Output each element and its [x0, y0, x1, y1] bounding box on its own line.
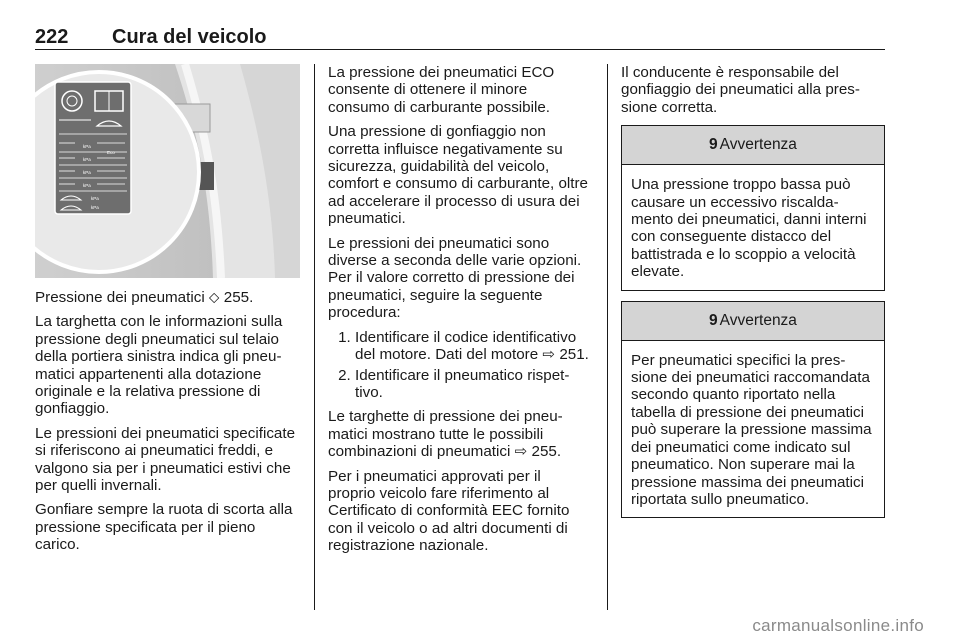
- warning-header: [622, 302, 884, 341]
- label-eco: Eco: [107, 150, 115, 155]
- page-title: Cura del veicolo: [112, 26, 267, 48]
- paragraph: Le targhette di pressione dei pneumatici mostrano tutte le possibili combinazioni di pneumatici ⇨ 255.: [328, 408, 563, 461]
- warning-title: Avvertenza: [719, 311, 797, 329]
- figure-caption: Pressione dei pneumatici ⬦ 255.: [35, 289, 254, 306]
- column-2: [328, 64, 592, 562]
- warning-triangle-icon: 9: [709, 311, 718, 329]
- door-frame-illustration: [35, 64, 300, 278]
- list-item: 1. Identificare il codice identificativo del motore. Dati del motore ⇨ 251.: [355, 329, 592, 364]
- label-kpa-3: kPa: [83, 170, 91, 175]
- cross-ref-arrow-icon: ⬦: [208, 289, 220, 306]
- paragraph: Il conducente è responsabile del gonfiaggio dei pneumatici alla pressione corretta.: [621, 64, 860, 116]
- label-kpa-6: kPa: [91, 205, 99, 210]
- column-1: [35, 289, 300, 561]
- watermark: carmanualsonline.info: [752, 616, 924, 635]
- paragraph: Per i pneumatici approvati per il proprio veicolo fare riferimento al Certificato di conformità EEC fornito con il veicolo o ad altri documenti di registrazione nazionale.: [328, 467, 570, 555]
- warning-title: Avvertenza: [719, 136, 797, 154]
- paragraph: Le pressioni dei pneumatici sono diverse a seconda delle varie opzioni. Per il valore corretto di pressione dei pneumatici, seguire la seguente procedura:: [328, 234, 582, 322]
- label-kpa-1: kPa: [83, 144, 91, 149]
- procedure-steps: [328, 329, 592, 402]
- paragraph: La pressione dei pneumatici ECO consente di ottenere il minore consumo di carburante possibile.: [328, 64, 555, 116]
- warning-header: [622, 126, 884, 165]
- tire-pressure-label-illustration: [35, 64, 300, 278]
- warning-triangle-icon: 9: [709, 136, 718, 154]
- paragraph: La targhetta con le informazioni sulla pressione degli pneumatici sul telaio della portiera sinistra indica gli pneumatici appartenenti alla dotazione originale e la relativa pressione di gonfiaggio.: [35, 313, 283, 418]
- warning-box: [621, 301, 885, 519]
- page-number: 222: [35, 26, 69, 48]
- label-kpa-5: kPa: [91, 196, 99, 201]
- column-divider-1: [314, 64, 315, 610]
- warning-text: Per pneumatici specifici la pressione dei pneumatici raccomandata secondo quanto riportato nella tabella di pressione dei pneumatici può superare la pressione massima dei pneumatici come indicato sul pneumatico. Non superare mai la pressione massima dei pneumatici riportata sullo pneumatico.: [631, 351, 872, 508]
- column-3: [621, 64, 885, 528]
- paragraph: Una pressione di gonfiaggio non corretta influisce negativamente su sicurezza, guidabilità del veicolo, comfort e consumo di carburante, oltre ad accelerare il processo di usura dei pneumatici.: [328, 123, 588, 228]
- label-kpa-4: kPa: [83, 183, 91, 188]
- header-rule: [35, 49, 885, 50]
- warning-text: Una pressione troppo bassa può causare un eccessivo riscaldamento dei pneumatici, danni interni con conseguente distacco del battistrada e lo scoppio a velocità elevate.: [631, 176, 867, 281]
- paragraph: Le pressioni dei pneumatici specificate si riferiscono ai pneumatici freddi, e valgono sia per i pneumatici estivi che per quelli invernali.: [35, 424, 296, 495]
- column-divider-2: [607, 64, 608, 610]
- paragraph: Gonfiare sempre la ruota di scorta alla pressione specificata per il pieno carico.: [35, 501, 293, 554]
- warning-box: [621, 125, 885, 290]
- page-header: [35, 26, 885, 50]
- label-kpa-2: kPa: [83, 157, 91, 162]
- list-item: 2. Identificare il pneumatico rispettivo.: [355, 367, 592, 402]
